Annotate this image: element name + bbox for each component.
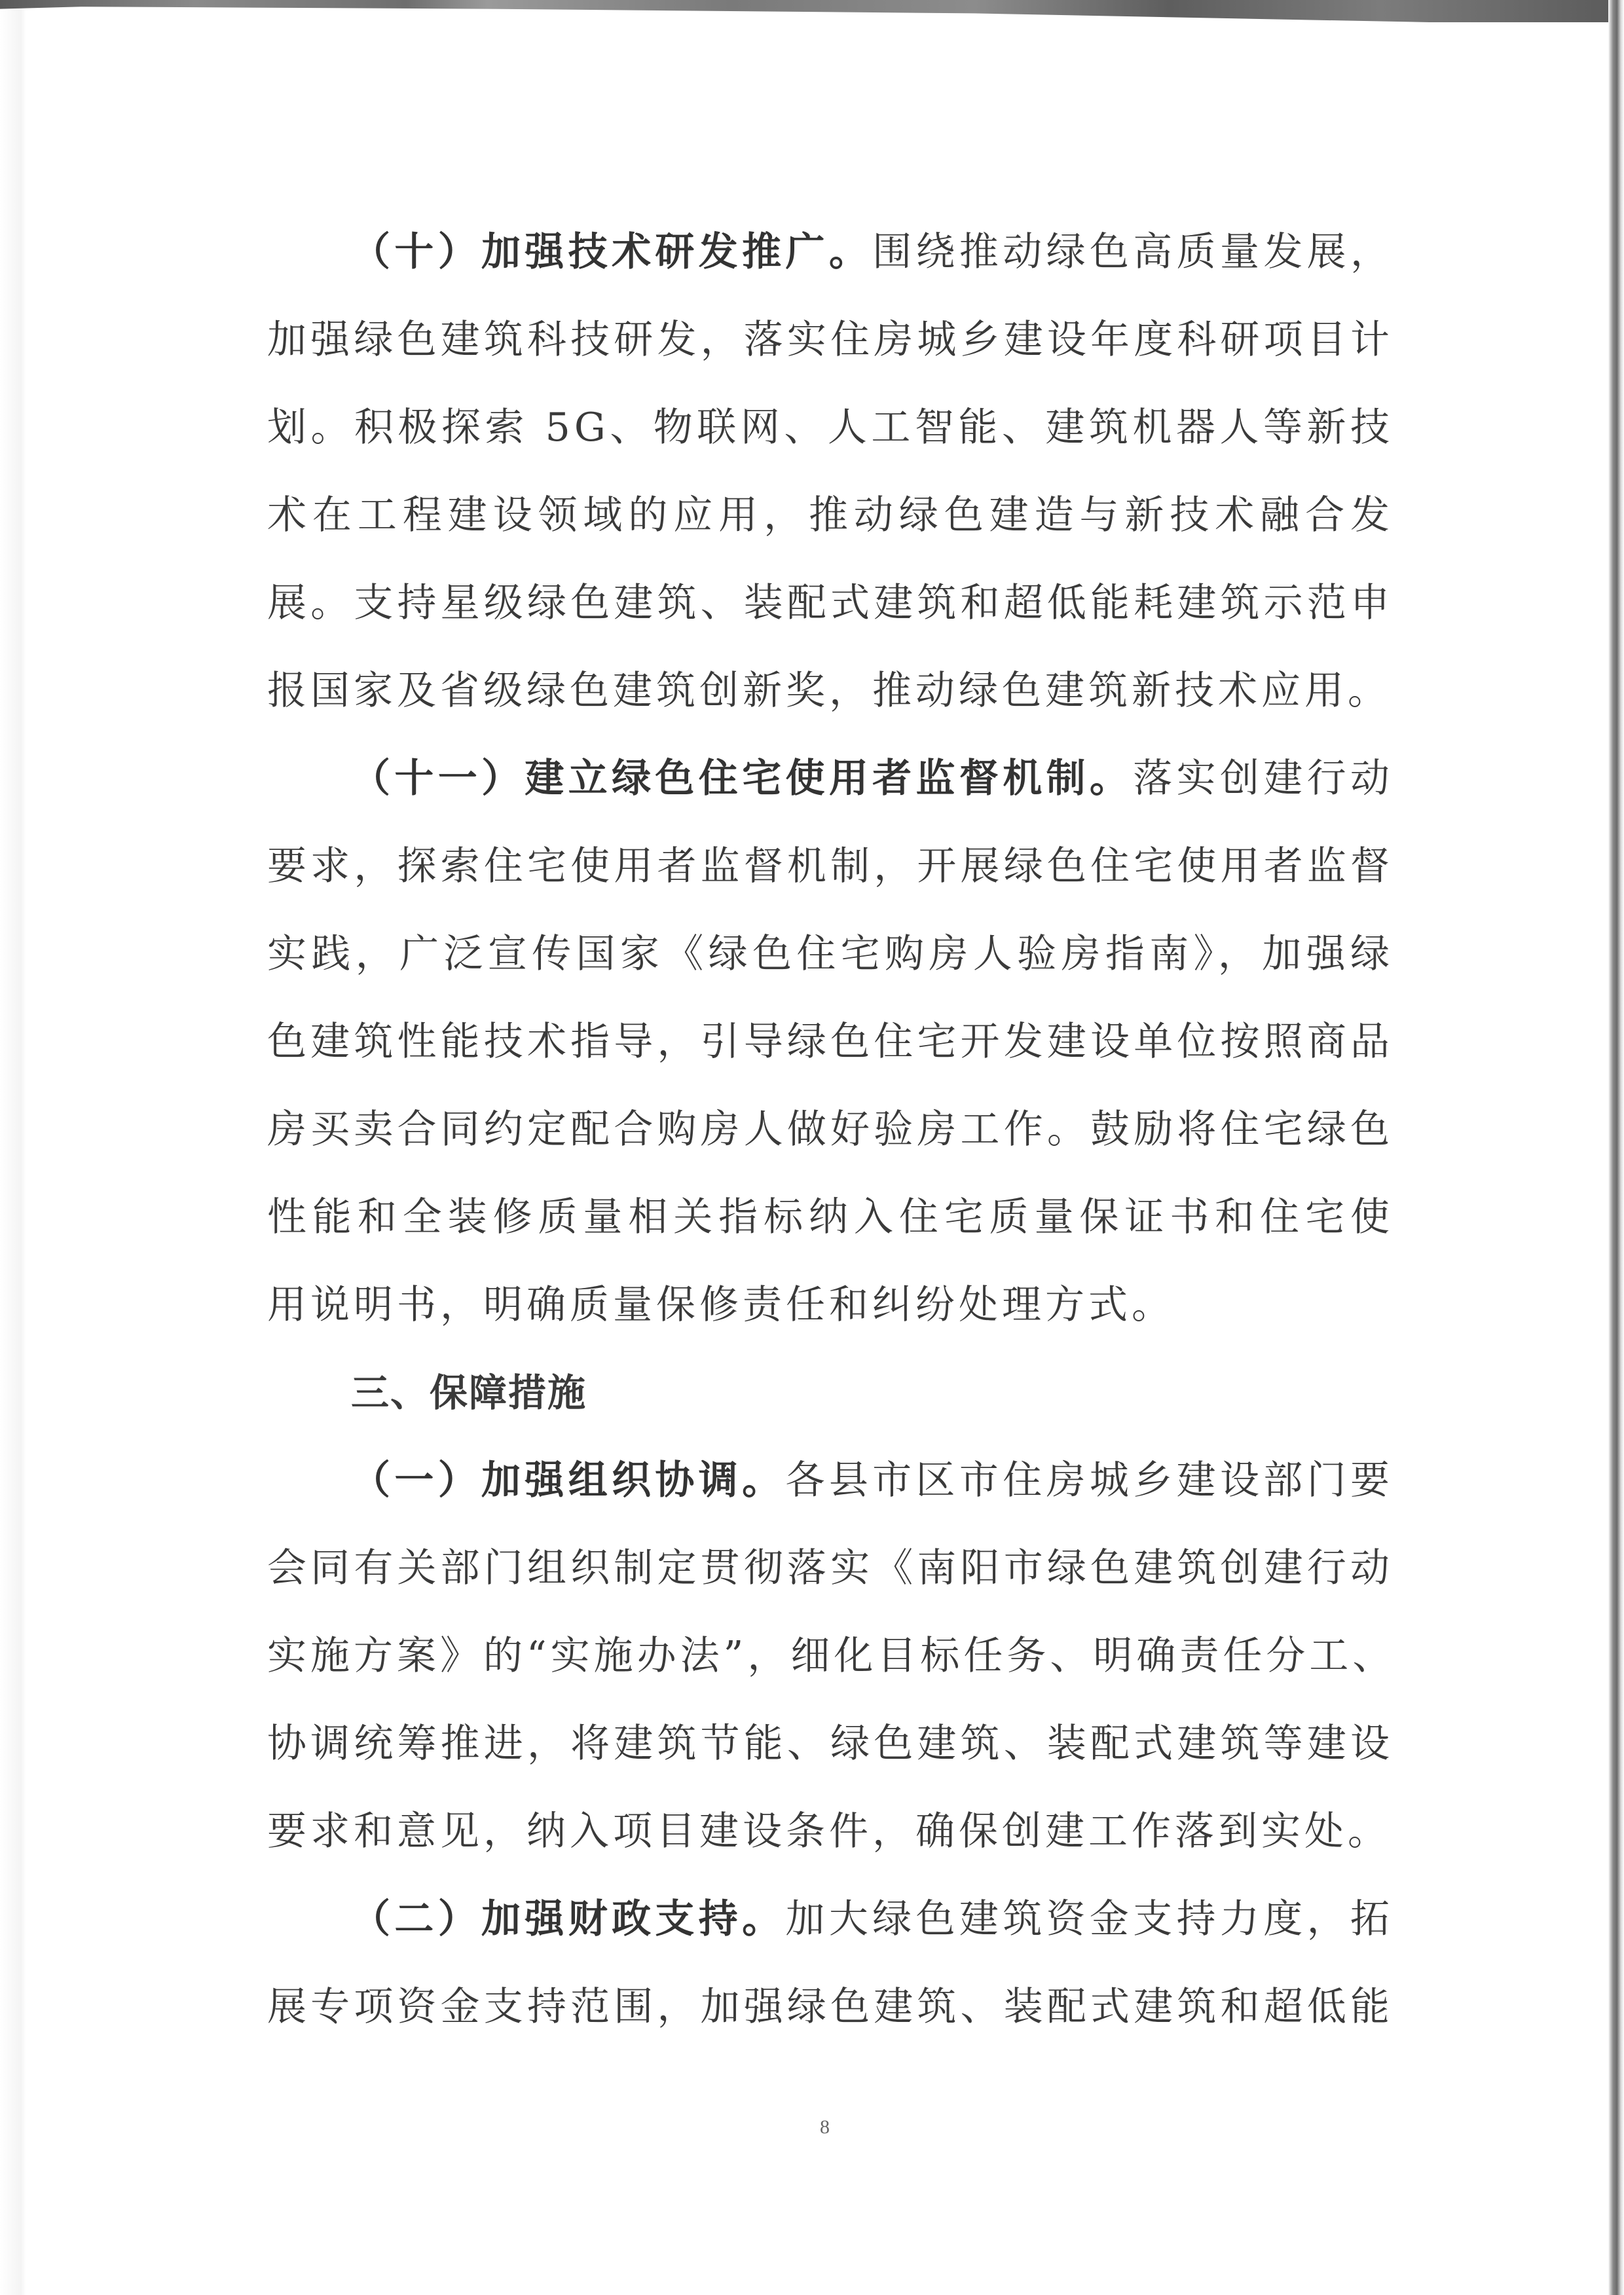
paragraph-run-in-heading: （二）加强财政支持。: [351, 1896, 786, 1942]
paragraph-line: 划。积极探索 5G、物联网、人工智能、建筑机器人等新技: [267, 405, 1393, 450]
paragraph-line: 用说明书，明确质量保修责任和纠纷处理方式。: [267, 1282, 1175, 1328]
paragraph-line: 要求和意见，纳入项目建设条件，确保创建工作落到实处。: [267, 1808, 1391, 1854]
scan-border-right: [1608, 0, 1624, 2295]
paragraph-line: 性能和全装修质量相关指标纳入住宅质量保证书和住宅使: [267, 1194, 1393, 1240]
scan-border-left: [0, 0, 26, 2295]
paragraph-line: 实施方案》的“实施办法”，细化目标任务、明确责任分工、: [267, 1633, 1396, 1679]
document-body: [267, 208, 1396, 2051]
paragraph-organization-coordination: [267, 1437, 1396, 1875]
paragraph-line: 术在工程建设领域的应用，推动绿色建造与新技术融合发: [267, 492, 1393, 538]
paragraph-line: 协调统筹推进，将建筑节能、绿色建筑、装配式建筑等建设: [267, 1721, 1393, 1767]
paragraph-line: 要求，探索住宅使用者监督机制，开展绿色住宅使用者监督: [267, 843, 1393, 889]
page-number: 8: [820, 2116, 830, 2138]
paragraph-financial-support: [267, 1875, 1393, 2051]
paragraph-user-supervision: [267, 735, 1393, 1349]
paragraph-line: [267, 208, 1393, 296]
paragraph-line: 报国家及省级绿色建筑创新奖，推动绿色建筑新技术应用。: [267, 668, 1391, 714]
paragraph-line: 展专项资金支持范围，加强绿色建筑、装配式建筑和超低能: [267, 1984, 1393, 2030]
paragraph-line: 展。支持星级绿色建筑、装配式建筑和超低能耗建筑示范申: [267, 580, 1393, 626]
paragraph-text: 落实创建行动: [1133, 756, 1394, 801]
paragraph-line: 色建筑性能技术指导，引导绿色住宅开发建设单位按照商品: [267, 1019, 1393, 1065]
paragraph-line: 房买卖合同约定配合购房人做好验房工作。鼓励将住宅绿色: [267, 1107, 1393, 1152]
paragraph-line: [267, 735, 1393, 822]
paragraph-run-in-heading: （十）加强技术研发推广。: [351, 229, 873, 275]
paragraph-line: 实践，广泛宣传国家《绿色住宅购房人验房指南》，加强绿: [267, 931, 1393, 977]
paragraph-text: 各县市区市住房城乡建设部门要: [785, 1458, 1394, 1503]
paragraph-line: 会同有关部门组织制定贯彻落实《南阳市绿色建筑创建行动: [267, 1545, 1393, 1591]
paragraph-run-in-heading: （一）加强组织协调。: [351, 1458, 786, 1503]
paragraph-line: 加强绿色建筑科技研发，落实住房城乡建设年度科研项目计: [267, 317, 1393, 363]
paragraph-line: [267, 1875, 1393, 1963]
scan-border-top: [0, 0, 1624, 22]
paragraph-text: 加大绿色建筑资金支持力度，拓: [785, 1896, 1394, 1942]
paragraph-run-in-heading: （十一）建立绿色住宅使用者监督机制。: [351, 756, 1134, 801]
paragraph-text: 围绕推动绿色高质量发展，: [872, 229, 1394, 275]
paragraph-technology-rd: [267, 208, 1393, 735]
paragraph-line: [267, 1437, 1393, 1524]
section-heading: 三、保障措施: [351, 1370, 587, 1415]
